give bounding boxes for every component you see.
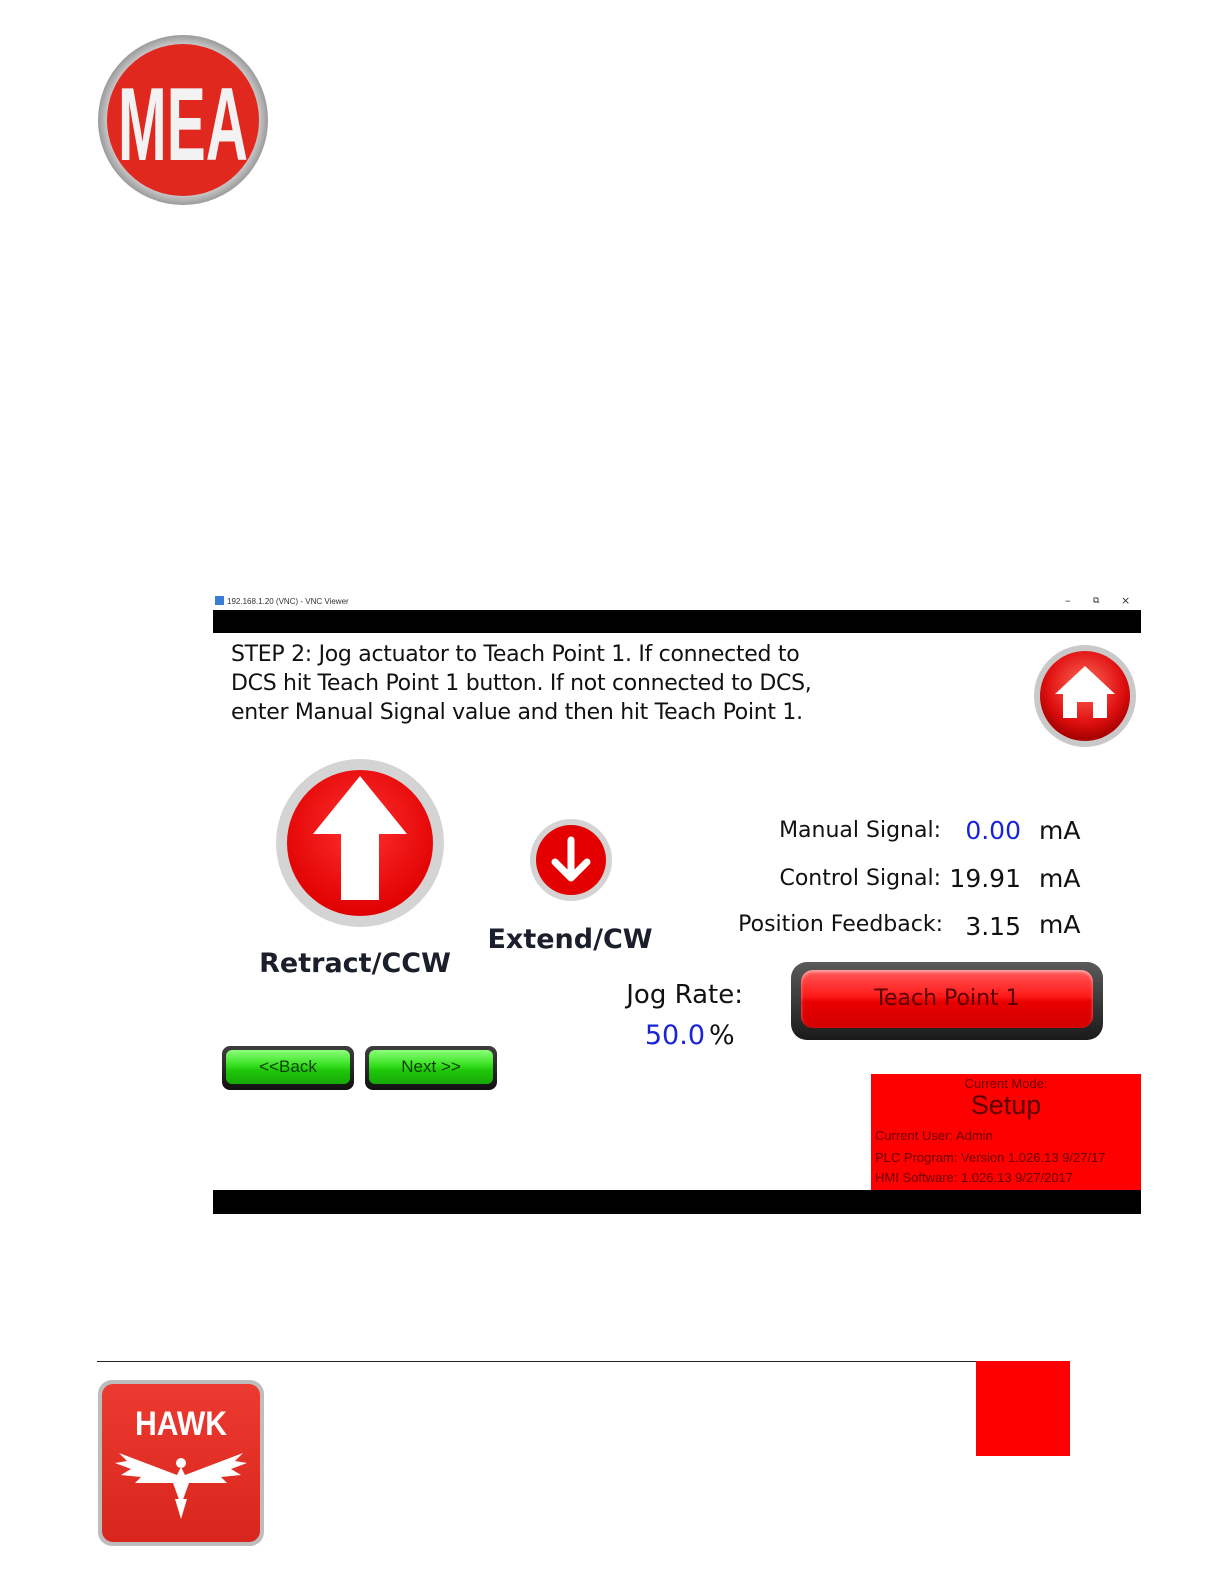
back-button[interactable] [222, 1046, 354, 1090]
instruction-line: DCS hit Teach Point 1 button. If not connected to DCS, [231, 671, 812, 696]
plc-program-version: PLC Program: Version 1.026.13 9/27/17 [875, 1150, 1106, 1165]
position-feedback-unit: mA [1039, 910, 1081, 939]
footer-red-block [976, 1361, 1070, 1456]
teach-point-1-button[interactable] [791, 962, 1103, 1040]
position-feedback-label: Position Feedback: [738, 912, 943, 937]
mode-value: Setup [970, 1090, 1042, 1120]
jog-rate-label: Jog Rate: [626, 980, 743, 1010]
footer-divider [97, 1361, 977, 1362]
control-signal-unit: mA [1039, 864, 1081, 893]
instruction-line: enter Manual Signal value and then hit Teach Point 1. [231, 700, 803, 725]
instruction-line: STEP 2: Jog actuator to Teach Point 1. If connected to [231, 642, 800, 667]
next-button[interactable] [365, 1046, 497, 1090]
extend-label: Extend/CW [487, 924, 653, 955]
vnc-screenshot [213, 592, 1141, 1214]
vnc-app-icon [215, 596, 224, 605]
manual-signal-input[interactable]: 0.00 [965, 816, 1021, 845]
hmi-bottom-bar [213, 1190, 1141, 1214]
step-instructions [231, 640, 871, 727]
retract-ccw-button[interactable] [275, 758, 445, 928]
window-title: 192.168.1.20 (VNC) - VNC Viewer [227, 597, 349, 606]
extend-cw-button[interactable] [529, 818, 613, 902]
mea-logo [97, 34, 269, 206]
retract-label: Retract/CCW [259, 948, 451, 979]
mea-logo-text: MEA [118, 67, 248, 183]
jog-rate-input[interactable]: 50.0 [644, 1020, 705, 1051]
jog-rate-unit: % [709, 1020, 735, 1051]
window-titlebar [213, 592, 1141, 610]
minimize-icon[interactable]: – [1065, 594, 1071, 607]
manual-signal-label: Manual Signal: [779, 818, 941, 843]
hmi-software-version: HMI Software: 1.026.13 9/27/2017 [875, 1170, 1074, 1185]
control-signal-value: 19.91 [949, 864, 1021, 893]
hawk-logo-text: HAWK [135, 1405, 228, 1443]
home-button[interactable] [1033, 644, 1137, 748]
position-feedback-value: 3.15 [965, 912, 1021, 941]
close-icon[interactable]: × [1121, 594, 1131, 607]
back-button-label: <<Back [226, 1050, 350, 1084]
current-user: Current User: Admin [875, 1128, 993, 1143]
manual-signal-unit: mA [1039, 816, 1081, 845]
next-button-label: Next >> [369, 1050, 493, 1084]
current-mode-panel [871, 1074, 1141, 1190]
hmi-top-bar [213, 610, 1141, 633]
teach-point-1-label: Teach Point 1 [801, 970, 1093, 1028]
restore-icon[interactable]: ⧉ [1093, 596, 1100, 606]
mode-caption: Current Mode: [964, 1076, 1048, 1091]
control-signal-label: Control Signal: [779, 866, 941, 891]
hawk-logo [97, 1379, 265, 1547]
